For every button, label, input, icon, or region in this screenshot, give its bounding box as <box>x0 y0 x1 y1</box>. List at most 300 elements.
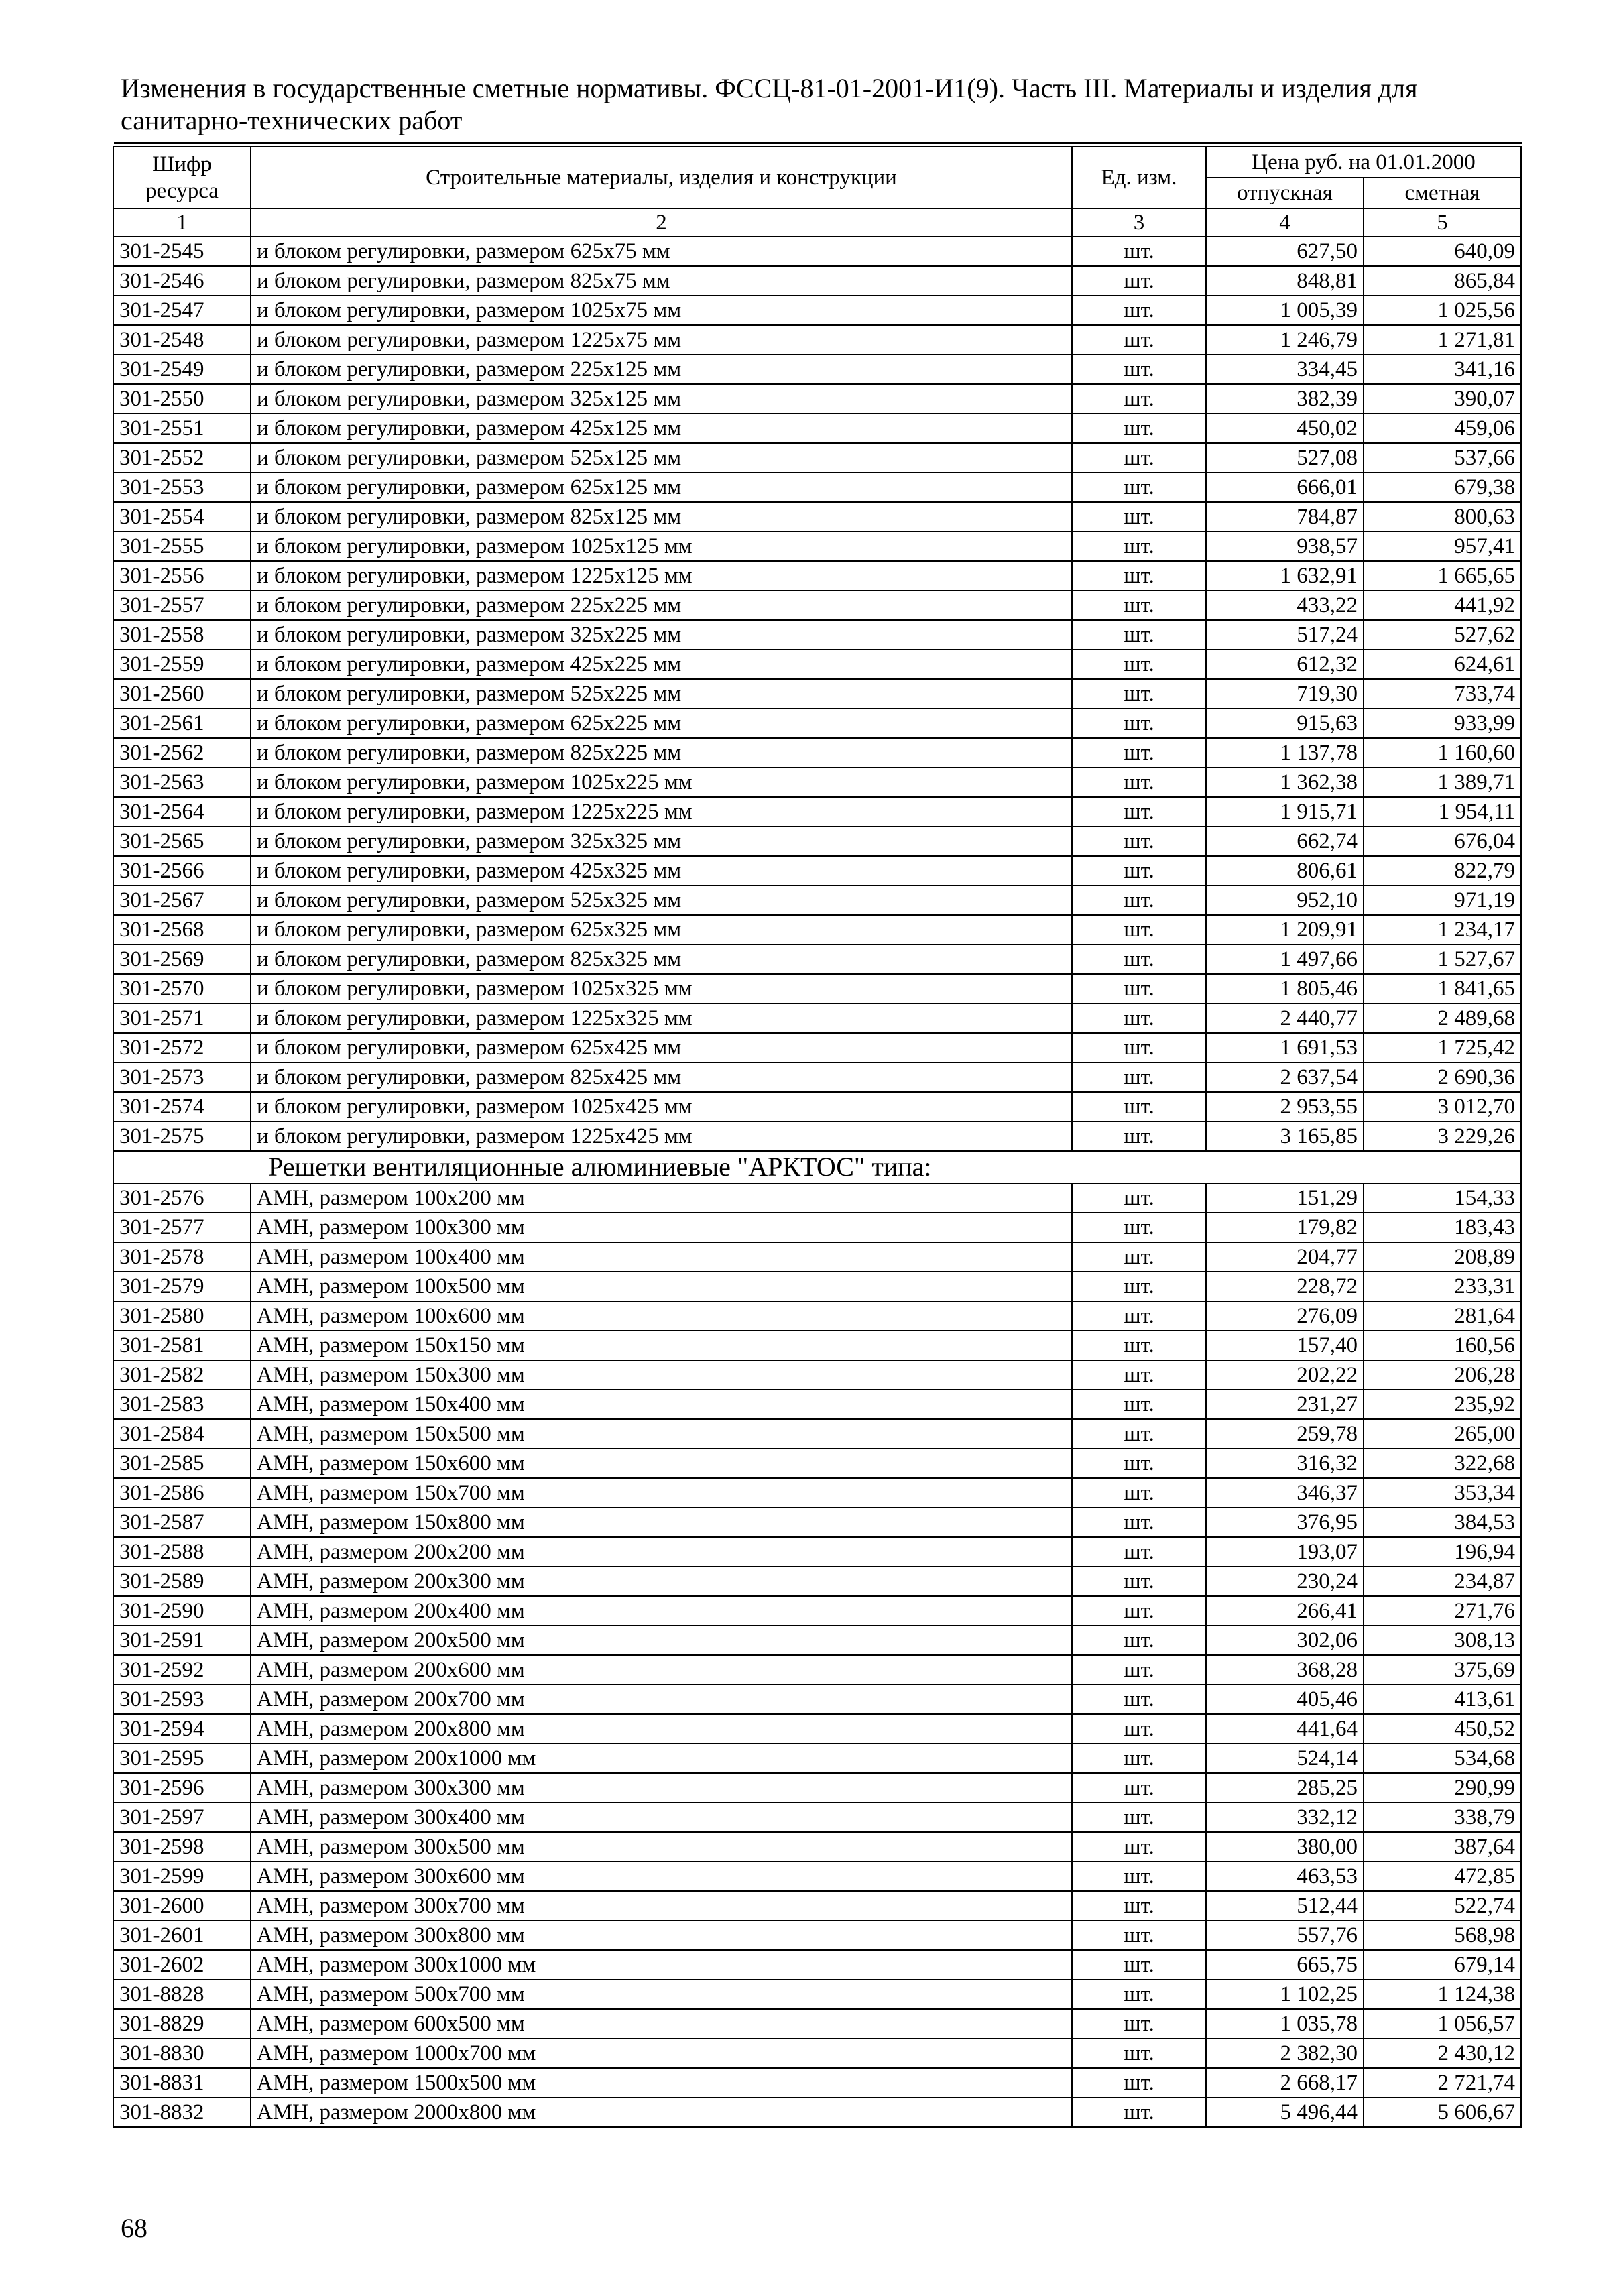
item-name: АМН, размером 100х500 мм <box>251 1272 1072 1301</box>
price-release: 557,76 <box>1206 1921 1364 1950</box>
resource-code: 301-2586 <box>113 1478 251 1508</box>
table-row <box>113 1537 1521 1567</box>
table-row <box>113 502 1521 532</box>
resource-code: 301-2559 <box>113 650 251 679</box>
price-estimate: 322,68 <box>1364 1449 1521 1478</box>
price-estimate: 2 690,36 <box>1364 1063 1521 1092</box>
price-release: 2 382,30 <box>1206 2039 1364 2068</box>
price-release: 527,08 <box>1206 443 1364 473</box>
header-price-estimate: сметная <box>1364 178 1521 208</box>
resource-code: 301-2572 <box>113 1033 251 1063</box>
resource-code: 301-2553 <box>113 473 251 502</box>
unit: шт. <box>1072 355 1206 384</box>
price-estimate: 3 012,70 <box>1364 1092 1521 1122</box>
price-release: 938,57 <box>1206 532 1364 561</box>
unit: шт. <box>1072 945 1206 974</box>
table-row <box>113 266 1521 296</box>
header-price-release: отпускная <box>1206 178 1364 208</box>
price-release: 204,77 <box>1206 1242 1364 1272</box>
item-name: АМН, размером 200х500 мм <box>251 1626 1072 1655</box>
table-row <box>113 650 1521 679</box>
resource-code: 301-2571 <box>113 1004 251 1033</box>
price-estimate: 1 025,56 <box>1364 296 1521 325</box>
item-name: АМН, размером 300х500 мм <box>251 1832 1072 1862</box>
item-name: АМН, размером 150х600 мм <box>251 1449 1072 1478</box>
resource-code: 301-2547 <box>113 296 251 325</box>
resource-code: 301-2567 <box>113 886 251 915</box>
price-estimate: 733,74 <box>1364 679 1521 709</box>
price-release: 848,81 <box>1206 266 1364 296</box>
table-row <box>113 1921 1521 1950</box>
table-row <box>113 532 1521 561</box>
price-release: 259,78 <box>1206 1419 1364 1449</box>
resource-code: 301-2552 <box>113 443 251 473</box>
price-estimate: 1 527,67 <box>1364 945 1521 974</box>
unit: шт. <box>1072 1331 1206 1360</box>
item-name: и блоком регулировки, размером 525х225 мм <box>251 679 1072 709</box>
unit: шт. <box>1072 2039 1206 2068</box>
table-row <box>113 1033 1521 1063</box>
table-row <box>113 1360 1521 1390</box>
unit: шт. <box>1072 1685 1206 1714</box>
resource-code: 301-2561 <box>113 709 251 738</box>
table-row <box>113 1478 1521 1508</box>
price-release: 405,46 <box>1206 1685 1364 1714</box>
item-name: и блоком регулировки, размером 625х125 мм <box>251 473 1072 502</box>
unit: шт. <box>1072 1744 1206 1773</box>
table-row <box>113 1862 1521 1891</box>
unit: шт. <box>1072 1390 1206 1419</box>
resource-code: 301-2562 <box>113 738 251 768</box>
price-release: 266,41 <box>1206 1596 1364 1626</box>
resource-code: 301-8832 <box>113 2098 251 2127</box>
resource-code: 301-2598 <box>113 1832 251 1862</box>
item-name: АМН, размером 300х700 мм <box>251 1891 1072 1921</box>
resource-code: 301-2563 <box>113 768 251 797</box>
resource-code: 301-2577 <box>113 1213 251 1242</box>
table-row <box>113 1331 1521 1360</box>
item-name: АМН, размером 300х1000 мм <box>251 1950 1072 1980</box>
resource-code: 301-2568 <box>113 915 251 945</box>
item-name: и блоком регулировки, размером 525х325 мм <box>251 886 1072 915</box>
table-row <box>113 1832 1521 1862</box>
price-release: 376,95 <box>1206 1508 1364 1537</box>
item-name: и блоком регулировки, размером 425х125 мм <box>251 414 1072 443</box>
resource-code: 301-2569 <box>113 945 251 974</box>
price-estimate: 308,13 <box>1364 1626 1521 1655</box>
table-row <box>113 827 1521 856</box>
price-estimate: 441,92 <box>1364 591 1521 620</box>
table-row <box>113 473 1521 502</box>
price-release: 517,24 <box>1206 620 1364 650</box>
table-row <box>113 856 1521 886</box>
resource-code: 301-2588 <box>113 1537 251 1567</box>
title-underline <box>114 142 1522 144</box>
price-estimate: 800,63 <box>1364 502 1521 532</box>
unit: шт. <box>1072 2098 1206 2127</box>
price-estimate: 281,64 <box>1364 1301 1521 1331</box>
table-row <box>113 355 1521 384</box>
item-name: и блоком регулировки, размером 825х325 мм <box>251 945 1072 974</box>
table-row <box>113 709 1521 738</box>
item-name: и блоком регулировки, размером 625х425 мм <box>251 1033 1072 1063</box>
item-name: и блоком регулировки, размером 825х75 мм <box>251 266 1072 296</box>
unit: шт. <box>1072 1655 1206 1685</box>
table-row <box>113 1744 1521 1773</box>
item-name: и блоком регулировки, размером 1025х425 мм <box>251 1092 1072 1122</box>
table-row <box>113 1183 1521 1213</box>
item-name: АМН, размером 500х700 мм <box>251 1980 1072 2009</box>
unit: шт. <box>1072 1033 1206 1063</box>
unit: шт. <box>1072 974 1206 1004</box>
price-estimate: 624,61 <box>1364 650 1521 679</box>
price-estimate: 933,99 <box>1364 709 1521 738</box>
price-estimate: 183,43 <box>1364 1213 1521 1242</box>
unit: шт. <box>1072 296 1206 325</box>
table-row <box>113 384 1521 414</box>
item-name: АМН, размером 300х600 мм <box>251 1862 1072 1891</box>
resource-code: 301-2593 <box>113 1685 251 1714</box>
resource-code: 301-8828 <box>113 1980 251 2009</box>
item-name: АМН, размером 1500х500 мм <box>251 2068 1072 2098</box>
price-release: 276,09 <box>1206 1301 1364 1331</box>
page-number: 68 <box>121 2213 147 2243</box>
unit: шт. <box>1072 1272 1206 1301</box>
unit: шт. <box>1072 1360 1206 1390</box>
price-release: 380,00 <box>1206 1832 1364 1862</box>
table-row <box>113 414 1521 443</box>
item-name: и блоком регулировки, размером 525х125 мм <box>251 443 1072 473</box>
price-estimate: 1 124,38 <box>1364 1980 1521 2009</box>
price-release: 1 209,91 <box>1206 915 1364 945</box>
price-release: 463,53 <box>1206 1862 1364 1891</box>
table-row <box>113 1803 1521 1832</box>
unit: шт. <box>1072 1832 1206 1862</box>
price-estimate: 679,38 <box>1364 473 1521 502</box>
resource-code: 301-2581 <box>113 1331 251 1360</box>
item-name: и блоком регулировки, размером 625х75 мм <box>251 237 1072 266</box>
price-release: 334,45 <box>1206 355 1364 384</box>
header-code: Шифр ресурса <box>113 147 251 208</box>
price-release: 666,01 <box>1206 473 1364 502</box>
item-name: АМН, размером 100х300 мм <box>251 1213 1072 1242</box>
unit: шт. <box>1072 1508 1206 1537</box>
resource-code: 301-2580 <box>113 1301 251 1331</box>
resource-code: 301-2600 <box>113 1891 251 1921</box>
price-release: 316,32 <box>1206 1449 1364 1478</box>
unit: шт. <box>1072 1183 1206 1213</box>
resource-code: 301-2591 <box>113 1626 251 1655</box>
resource-code: 301-2582 <box>113 1360 251 1390</box>
price-estimate: 390,07 <box>1364 384 1521 414</box>
price-release: 368,28 <box>1206 1655 1364 1685</box>
table-row <box>113 1242 1521 1272</box>
price-estimate: 341,16 <box>1364 355 1521 384</box>
resource-code: 301-2570 <box>113 974 251 1004</box>
price-estimate: 290,99 <box>1364 1773 1521 1803</box>
unit: шт. <box>1072 591 1206 620</box>
item-name: и блоком регулировки, размером 425х325 мм <box>251 856 1072 886</box>
price-estimate: 1 389,71 <box>1364 768 1521 797</box>
unit: шт. <box>1072 1862 1206 1891</box>
table-row <box>113 679 1521 709</box>
item-name: АМН, размером 150х800 мм <box>251 1508 1072 1537</box>
unit: шт. <box>1072 1301 1206 1331</box>
price-release: 2 440,77 <box>1206 1004 1364 1033</box>
resource-code: 301-2602 <box>113 1950 251 1980</box>
resource-code: 301-2550 <box>113 384 251 414</box>
price-release: 450,02 <box>1206 414 1364 443</box>
table-row <box>113 1213 1521 1242</box>
resource-code: 301-2545 <box>113 237 251 266</box>
section-title: Решетки вентиляционные алюминиевые "АРКТОС" типа: <box>113 1151 1521 1183</box>
header-name: Строительные материалы, изделия и конструкции <box>251 147 1072 208</box>
resource-code: 301-2595 <box>113 1744 251 1773</box>
price-estimate: 459,06 <box>1364 414 1521 443</box>
table-row <box>113 296 1521 325</box>
unit: шт. <box>1072 1092 1206 1122</box>
resource-code: 301-2555 <box>113 532 251 561</box>
price-estimate: 1 271,81 <box>1364 325 1521 355</box>
section-row <box>113 1151 1521 1183</box>
price-estimate: 196,94 <box>1364 1537 1521 1567</box>
price-table <box>113 146 1522 2128</box>
unit: шт. <box>1072 768 1206 797</box>
table-row <box>113 1390 1521 1419</box>
price-release: 665,75 <box>1206 1950 1364 1980</box>
item-name: АМН, размером 300х800 мм <box>251 1921 1072 1950</box>
resource-code: 301-8831 <box>113 2068 251 2098</box>
header-price-group: Цена руб. на 01.01.2000 <box>1206 147 1521 178</box>
price-estimate: 1 841,65 <box>1364 974 1521 1004</box>
price-estimate: 537,66 <box>1364 443 1521 473</box>
resource-code: 301-8830 <box>113 2039 251 2068</box>
price-release: 1 691,53 <box>1206 1033 1364 1063</box>
resource-code: 301-2599 <box>113 1862 251 1891</box>
price-estimate: 640,09 <box>1364 237 1521 266</box>
price-estimate: 235,92 <box>1364 1390 1521 1419</box>
item-name: и блоком регулировки, размером 1225х325 мм <box>251 1004 1072 1033</box>
price-estimate: 384,53 <box>1364 1508 1521 1537</box>
price-estimate: 676,04 <box>1364 827 1521 856</box>
column-number: 5 <box>1364 208 1521 237</box>
item-name: и блоком регулировки, размером 625х325 мм <box>251 915 1072 945</box>
table-row <box>113 1122 1521 1151</box>
item-name: и блоком регулировки, размером 825х425 мм <box>251 1063 1072 1092</box>
column-number: 4 <box>1206 208 1364 237</box>
price-release: 1 005,39 <box>1206 296 1364 325</box>
price-estimate: 353,34 <box>1364 1478 1521 1508</box>
unit: шт. <box>1072 679 1206 709</box>
price-release: 1 497,66 <box>1206 945 1364 974</box>
unit: шт. <box>1072 1004 1206 1033</box>
price-release: 627,50 <box>1206 237 1364 266</box>
unit: шт. <box>1072 1921 1206 1950</box>
column-number: 1 <box>113 208 251 237</box>
column-number: 2 <box>251 208 1072 237</box>
table-section <box>113 1151 1521 1183</box>
item-name: и блоком регулировки, размером 325х225 мм <box>251 620 1072 650</box>
price-estimate: 160,56 <box>1364 1331 1521 1360</box>
resource-code: 301-2584 <box>113 1419 251 1449</box>
resource-code: 301-2597 <box>113 1803 251 1832</box>
resource-code: 301-2578 <box>113 1242 251 1272</box>
table-row <box>113 1980 1521 2009</box>
price-estimate: 679,14 <box>1364 1950 1521 1980</box>
price-release: 441,64 <box>1206 1714 1364 1744</box>
table-row <box>113 2068 1521 2098</box>
price-release: 1 915,71 <box>1206 797 1364 827</box>
resource-code: 301-2579 <box>113 1272 251 1301</box>
unit: шт. <box>1072 1803 1206 1832</box>
price-estimate: 233,31 <box>1364 1272 1521 1301</box>
item-name: и блоком регулировки, размером 325х325 мм <box>251 827 1072 856</box>
resource-code: 301-2583 <box>113 1390 251 1419</box>
unit: шт. <box>1072 237 1206 266</box>
item-name: и блоком регулировки, размером 425х225 мм <box>251 650 1072 679</box>
resource-code: 301-2601 <box>113 1921 251 1950</box>
resource-code: 301-2565 <box>113 827 251 856</box>
table-row <box>113 1272 1521 1301</box>
unit: шт. <box>1072 1773 1206 1803</box>
item-name: и блоком регулировки, размером 1225х125 мм <box>251 561 1072 591</box>
table-row <box>113 2098 1521 2127</box>
unit: шт. <box>1072 414 1206 443</box>
table-row <box>113 1419 1521 1449</box>
table-row <box>113 915 1521 945</box>
price-estimate: 534,68 <box>1364 1744 1521 1773</box>
price-estimate: 472,85 <box>1364 1862 1521 1891</box>
resource-code: 301-2587 <box>113 1508 251 1537</box>
resource-code: 301-8829 <box>113 2009 251 2039</box>
table-row <box>113 1773 1521 1803</box>
price-release: 524,14 <box>1206 1744 1364 1773</box>
unit: шт. <box>1072 709 1206 738</box>
resource-code: 301-2574 <box>113 1092 251 1122</box>
item-name: АМН, размером 200х400 мм <box>251 1596 1072 1626</box>
price-release: 285,25 <box>1206 1773 1364 1803</box>
unit: шт. <box>1072 1419 1206 1449</box>
table-row <box>113 1685 1521 1714</box>
price-estimate: 265,00 <box>1364 1419 1521 1449</box>
unit: шт. <box>1072 384 1206 414</box>
unit: шт. <box>1072 856 1206 886</box>
table-row <box>113 1063 1521 1092</box>
table-row <box>113 1004 1521 1033</box>
price-release: 1 632,91 <box>1206 561 1364 591</box>
table-row <box>113 591 1521 620</box>
table-header-row <box>113 147 1521 178</box>
item-name: и блоком регулировки, размером 1225х425 мм <box>251 1122 1072 1151</box>
resource-code: 301-2573 <box>113 1063 251 1092</box>
item-name: АМН, размером 150х300 мм <box>251 1360 1072 1390</box>
table-row <box>113 1092 1521 1122</box>
header-unit: Ед. изм. <box>1072 147 1206 208</box>
table-row <box>113 768 1521 797</box>
resource-code: 301-2551 <box>113 414 251 443</box>
item-name: АМН, размером 200х1000 мм <box>251 1744 1072 1773</box>
price-estimate: 527,62 <box>1364 620 1521 650</box>
price-release: 228,72 <box>1206 1272 1364 1301</box>
unit: шт. <box>1072 915 1206 945</box>
price-release: 157,40 <box>1206 1331 1364 1360</box>
price-estimate: 1 665,65 <box>1364 561 1521 591</box>
resource-code: 301-2564 <box>113 797 251 827</box>
unit: шт. <box>1072 2068 1206 2098</box>
table-body-part2 <box>113 1183 1521 2127</box>
price-estimate: 2 430,12 <box>1364 2039 1521 2068</box>
resource-code: 301-2576 <box>113 1183 251 1213</box>
price-estimate: 208,89 <box>1364 1242 1521 1272</box>
price-estimate: 2 489,68 <box>1364 1004 1521 1033</box>
price-estimate: 568,98 <box>1364 1921 1521 1950</box>
price-estimate: 957,41 <box>1364 532 1521 561</box>
item-name: и блоком регулировки, размером 1025х75 мм <box>251 296 1072 325</box>
item-name: и блоком регулировки, размером 625х225 мм <box>251 709 1072 738</box>
price-release: 1 805,46 <box>1206 974 1364 1004</box>
table-row <box>113 237 1521 266</box>
unit: шт. <box>1072 1596 1206 1626</box>
resource-code: 301-2560 <box>113 679 251 709</box>
unit: шт. <box>1072 1537 1206 1567</box>
table-row <box>113 620 1521 650</box>
price-estimate: 865,84 <box>1364 266 1521 296</box>
resource-code: 301-2556 <box>113 561 251 591</box>
price-estimate: 413,61 <box>1364 1685 1521 1714</box>
item-name: и блоком регулировки, размером 825х125 мм <box>251 502 1072 532</box>
table-row <box>113 1891 1521 1921</box>
unit: шт. <box>1072 1478 1206 1508</box>
price-estimate: 206,28 <box>1364 1360 1521 1390</box>
price-release: 5 496,44 <box>1206 2098 1364 2127</box>
column-number: 3 <box>1072 208 1206 237</box>
price-estimate: 5 606,67 <box>1364 2098 1521 2127</box>
unit: шт. <box>1072 1891 1206 1921</box>
table-row <box>113 945 1521 974</box>
price-release: 662,74 <box>1206 827 1364 856</box>
unit: шт. <box>1072 443 1206 473</box>
price-release: 179,82 <box>1206 1213 1364 1242</box>
unit: шт. <box>1072 1213 1206 1242</box>
table-row <box>113 1626 1521 1655</box>
price-release: 346,37 <box>1206 1478 1364 1508</box>
price-estimate: 1 725,42 <box>1364 1033 1521 1063</box>
table-row <box>113 1567 1521 1596</box>
table-row <box>113 797 1521 827</box>
table-row <box>113 1714 1521 1744</box>
price-release: 3 165,85 <box>1206 1122 1364 1151</box>
unit: шт. <box>1072 1950 1206 1980</box>
unit: шт. <box>1072 1449 1206 1478</box>
table-row <box>113 1596 1521 1626</box>
item-name: АМН, размером 1000х700 мм <box>251 2039 1072 2068</box>
item-name: АМН, размером 2000х800 мм <box>251 2098 1072 2127</box>
table-row <box>113 325 1521 355</box>
price-estimate: 450,52 <box>1364 1714 1521 1744</box>
price-estimate: 154,33 <box>1364 1183 1521 1213</box>
resource-code: 301-2554 <box>113 502 251 532</box>
item-name: АМН, размером 100х400 мм <box>251 1242 1072 1272</box>
price-estimate: 1 234,17 <box>1364 915 1521 945</box>
unit: шт. <box>1072 532 1206 561</box>
price-estimate: 2 721,74 <box>1364 2068 1521 2098</box>
price-estimate: 387,64 <box>1364 1832 1521 1862</box>
item-name: АМН, размером 600х500 мм <box>251 2009 1072 2039</box>
price-release: 1 137,78 <box>1206 738 1364 768</box>
document-title: Изменения в государственные сметные нормативы. ФССЦ-81-01-2001-И1(9). Часть III. Материалы и изделия для санитарно-технических работ <box>121 73 1418 135</box>
item-name: АМН, размером 200х600 мм <box>251 1655 1072 1685</box>
price-estimate: 971,19 <box>1364 886 1521 915</box>
